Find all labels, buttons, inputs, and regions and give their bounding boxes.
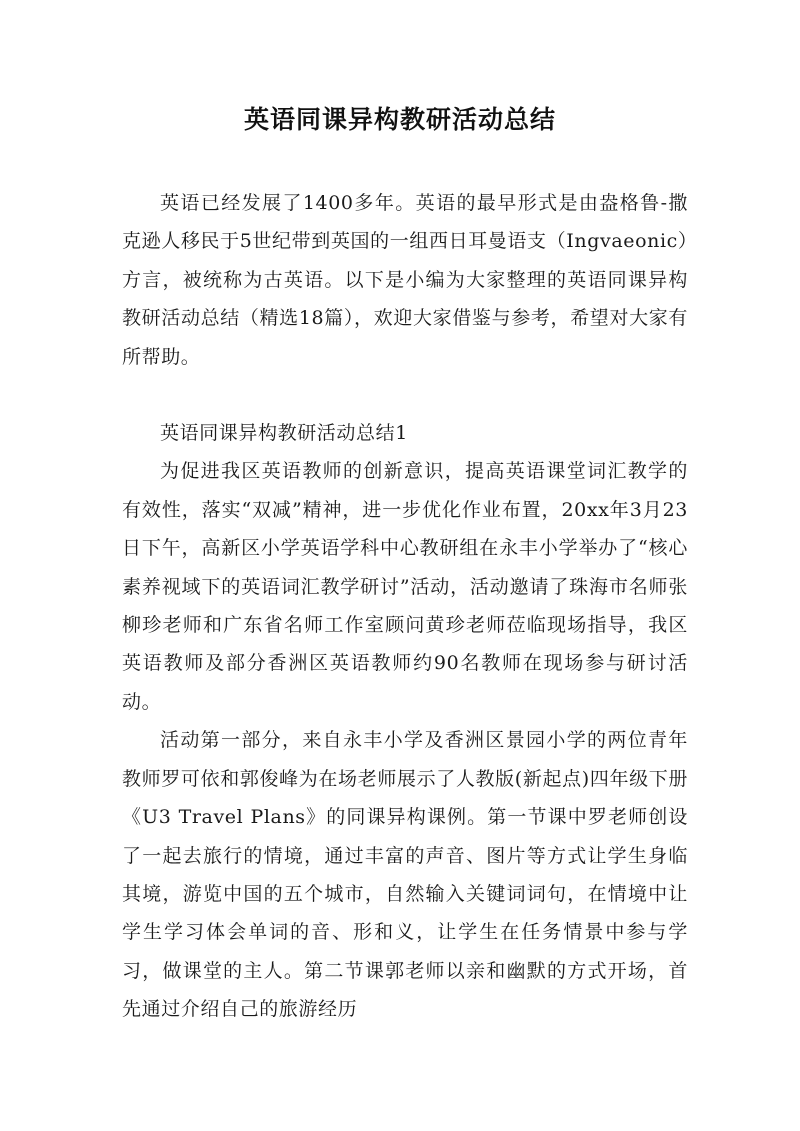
intro-paragraph: 英语已经发展了1400多年。英语的最早形式是由盎格鲁-撒克逊人移民于5世纪带到英国的一组西日耳曼语支（Ingvaeonic）方言，被统称为古英语。以下是小编为大家整理的英语同课异构教研活动总结（精选18篇），欢迎大家借鉴与参考，希望对大家有所帮助。 [122, 192, 688, 368]
body-paragraph-2: 活动第一部分，来自永丰小学及香洲区景园小学的两位青年教师罗可依和郭俊峰为在场老师展示了人教版(新起点)四年级下册《U3 Travel Plans》的同课异构课例。第一节课中罗老师创设了一起去旅行的情境，通过丰富的声音、图片等方式让学生身临其境，游览中国的五个城市，自然输入关键词词句，在情境中让学生学习体会单词的音、形和义，让学生在任务情景中参与学习，做课堂的主人。第二节课郭老师以亲和幽默的方式开场，首先通过介绍自己的旅游经历 [122, 729, 688, 1021]
body-paragraph-1: 为促进我区英语教师的创新意识，提高英语课堂词汇教学的有效性，落实“双减”精神，进一步优化作业布置，20xx年3月23日下午，高新区小学英语学科中心教研组在永丰小学举办了“核心素养视域下的英语词汇教学研讨”活动，活动邀请了珠海市名师张柳珍老师和广东省名师工作室顾问黄珍老师莅临现场指导，我区英语教师及部分香洲区英语教师约90名教师在现场参与研讨活动。 [122, 460, 688, 713]
paragraph-spacer [122, 376, 688, 414]
section-heading: 英语同课异构教研活动总结1 [160, 422, 408, 445]
document-body [122, 184, 688, 1029]
document-title: 英语同课异构教研活动总结 [243, 105, 556, 134]
